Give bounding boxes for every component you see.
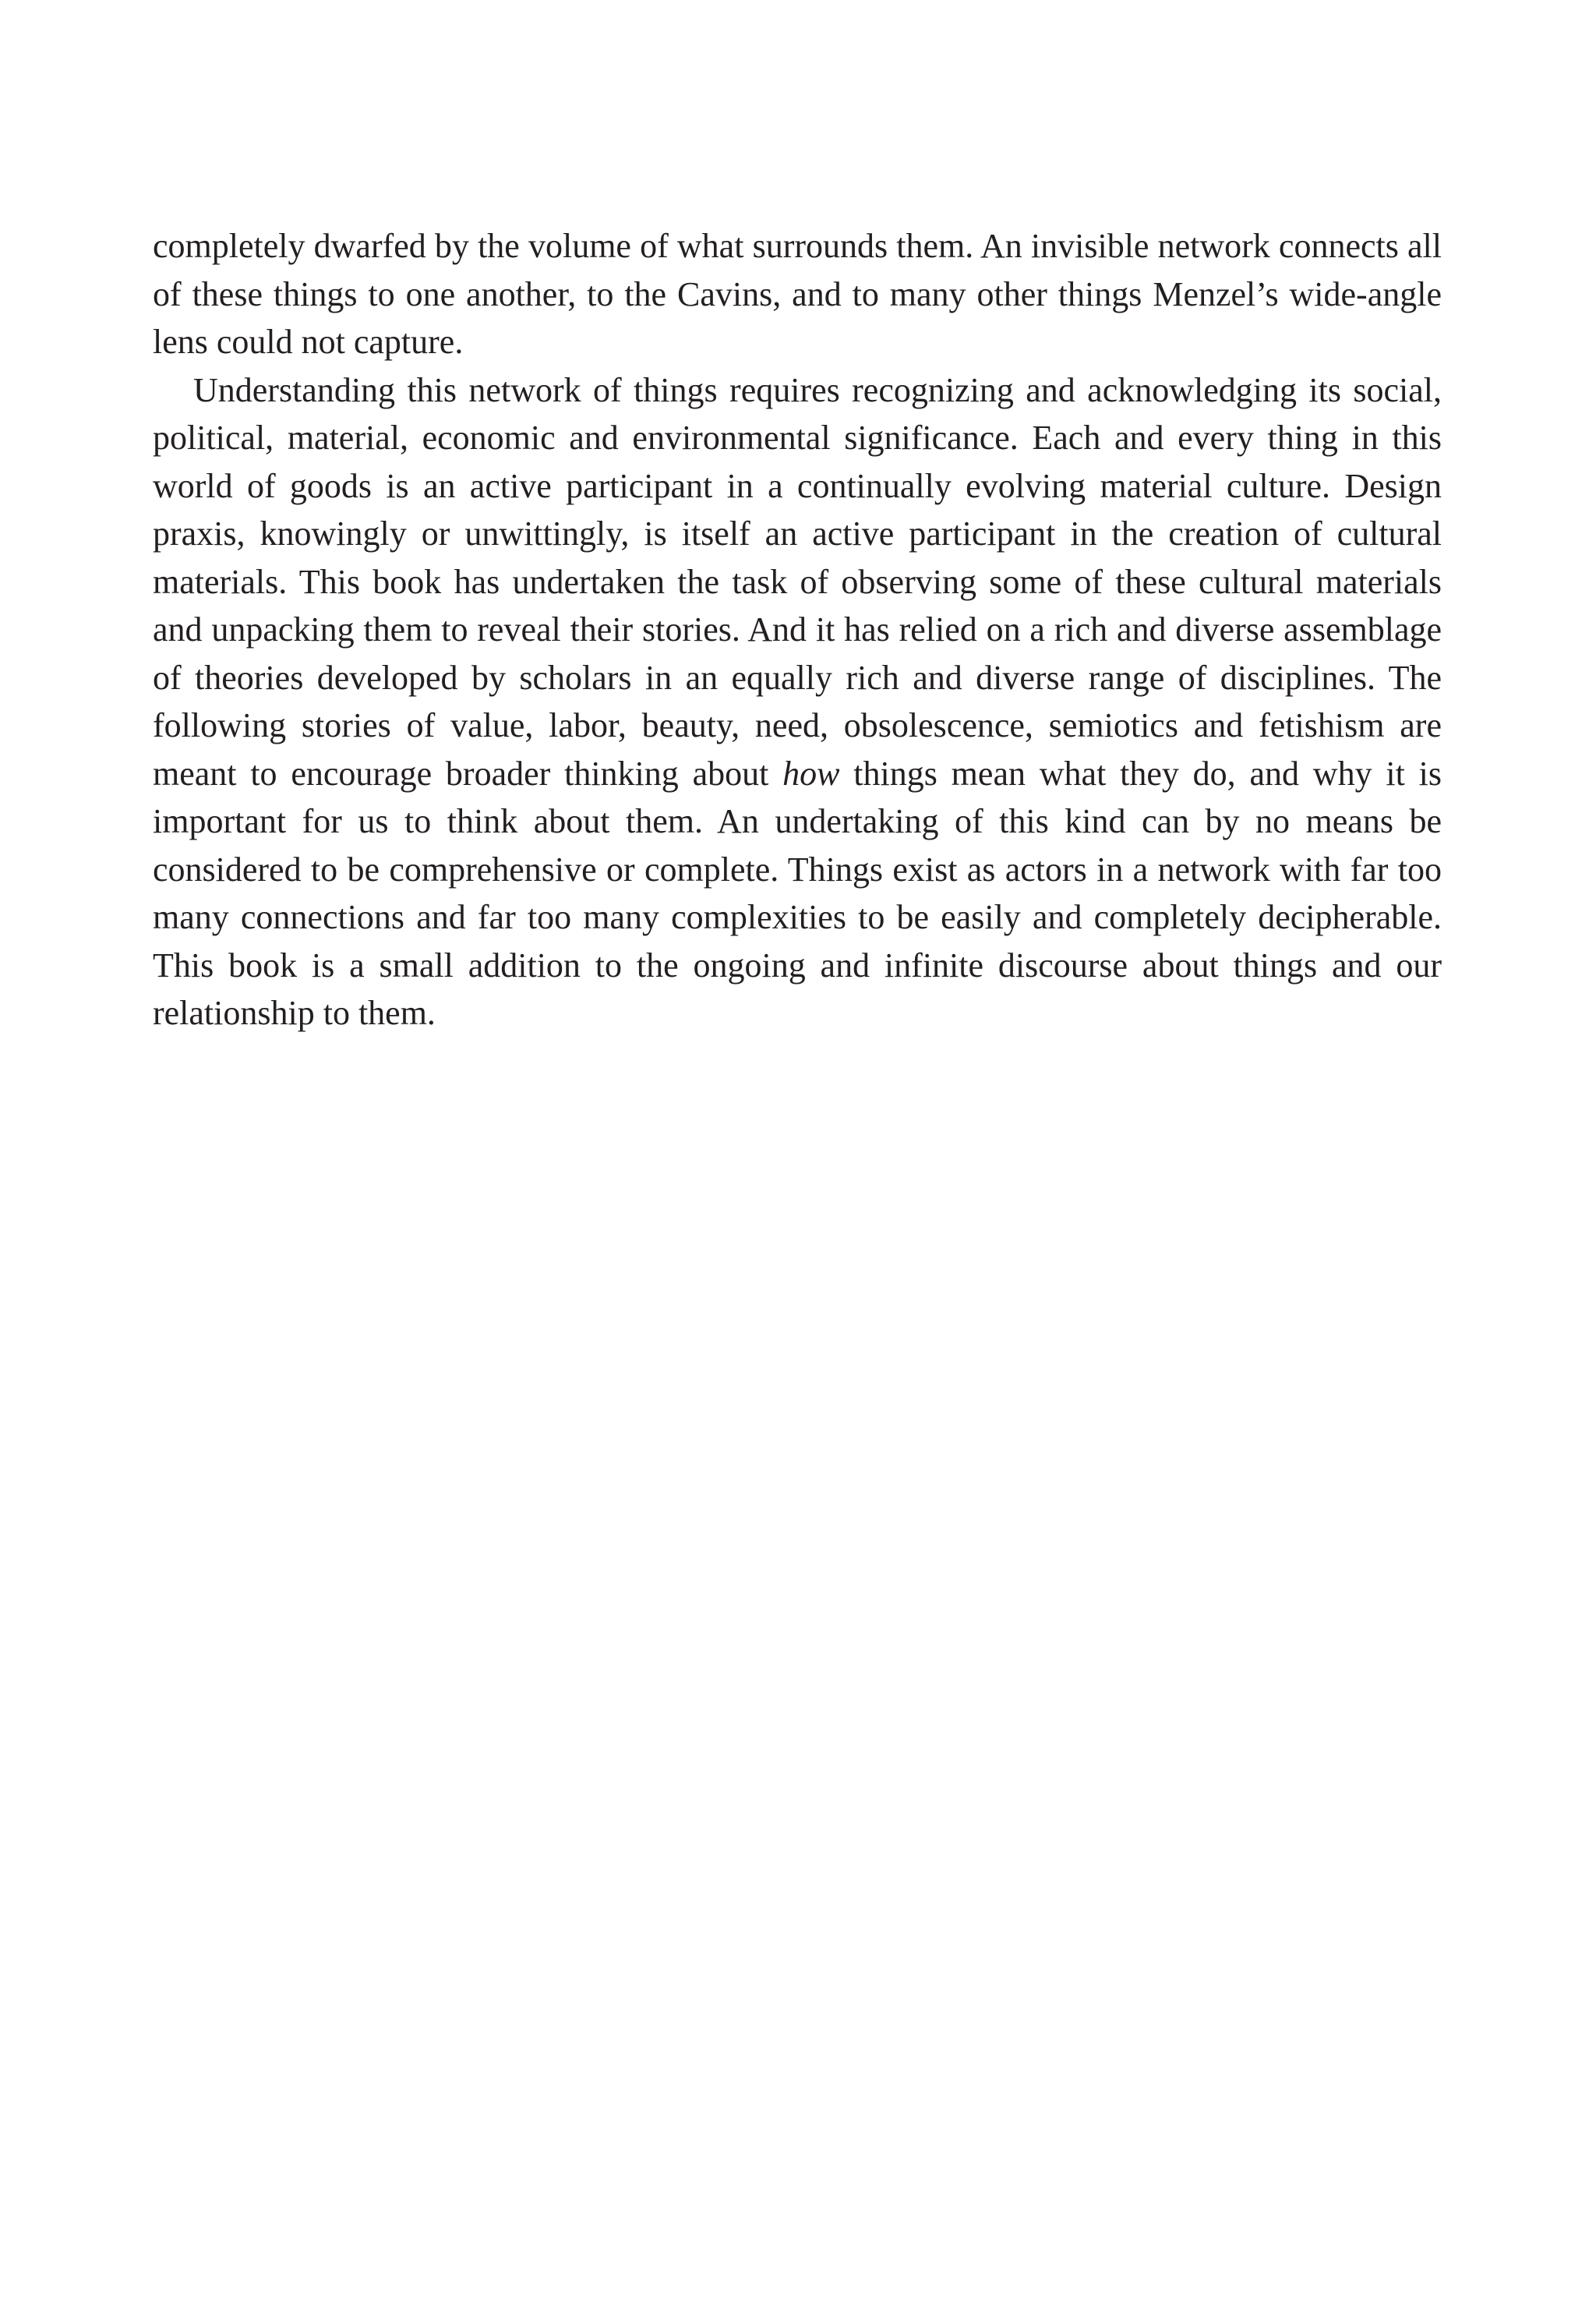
paragraph-network-of-things <box>153 366 1442 1038</box>
paragraph-text: things mean what they do, and why it is important for us to think about them. An undertaking of this kind can by no means be considered to be comprehensive or complete. Things exist as actors in a network with far too many connections and far too many complexities to be easily and completely decipherable. This book is a small addition to the ongoing and infinite discourse about things and our relationship to them. <box>153 754 1442 1032</box>
paragraph-text: Understanding this network of things requires recognizing and acknowledging its social, political, material, economic and environmental significance. Each and every thing in this world of goods is an active participant in a continually evolving material culture. Design praxis, knowingly or unwittingly, is itself an active participant in the creation of cultural materials. This book has undertaken the task of observing some of these cultural materials and unpacking them to reveal their stories. And it has relied on a rich and diverse assemblage of theories developed by scholars in an equally rich and diverse range of disciplines. The following stories of value, labor, beauty, need, obsolescence, semiotics and fetishism are meant to encourage broader thinking about <box>153 370 1442 793</box>
paragraph-text: completely dwarfed by the volume of what surrounds them. An invisible network connects all of these things to one another, to the Cavins, and to many other things Menzel’s wide-angle lens could not capture. <box>153 227 1442 361</box>
italic-emphasis: how <box>782 754 840 793</box>
paragraph-continuation <box>153 222 1442 366</box>
body-text <box>153 222 1442 1038</box>
